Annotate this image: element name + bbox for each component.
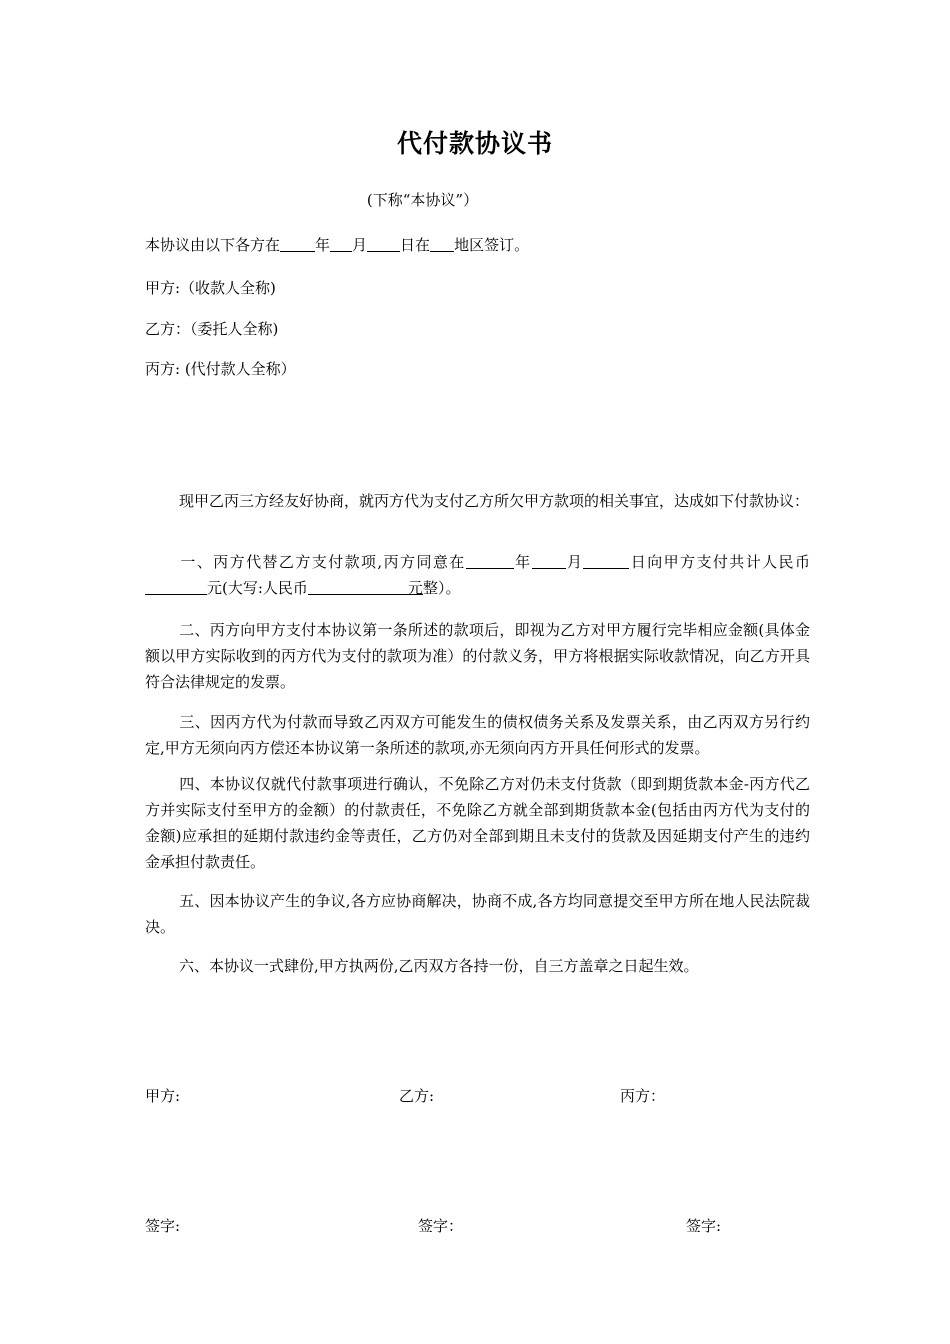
clause-4-text: 四、本协议仅就代付款事项进行确认，不免除乙方对仍未支付货款（即到期货款本金-丙方代乙方并实际支付至甲方的金额）的付款责任，不免除乙方就全部到期货款本金(包括由丙方代为支付的金额)应承担的延期付款违约金等责任，乙方仍对全部到期且未支付的货款及因延期支付产生的违约金承担付款责任。 — [145, 775, 810, 871]
clause-1-text-4: 日向甲方支付共计人民币 — [629, 553, 810, 571]
day-blank[interactable] — [367, 235, 400, 252]
intro-text-1: 本协议由以下各方在 — [145, 236, 281, 254]
region-blank[interactable] — [430, 235, 454, 252]
document-title: 代付款协议书 — [396, 129, 553, 158]
party-c-line: 丙方: (代付款人全称） — [145, 360, 296, 378]
intro-line — [145, 234, 529, 255]
clause-2-paragraph — [145, 617, 810, 695]
signature-a-sign-label: 签字: — [145, 1217, 181, 1235]
preamble-paragraph — [145, 488, 810, 514]
signature-party-a-label: 甲方: — [145, 1087, 181, 1105]
party-a-line: 甲方:（收款人全称) — [145, 279, 276, 297]
clause-1-text-6: 元 — [407, 579, 423, 597]
clause-1-amount-words-blank[interactable] — [308, 578, 408, 595]
clause-5-text: 五、因本协议产生的争议,各方应协商解决，协商不成,各方均同意提交至甲方所在地人民法院裁决。 — [145, 892, 810, 936]
clause-1-amount-blank[interactable] — [145, 578, 207, 595]
year-blank[interactable] — [280, 235, 315, 252]
signature-party-c-label: 丙方： — [620, 1087, 666, 1105]
intro-text-4: 日在 — [400, 236, 431, 254]
clause-3-paragraph — [145, 709, 810, 761]
preamble-text: 现甲乙丙三方经友好协商，就丙方代为支付乙方所欠甲方款项的相关事宜，达成如下付款协议： — [179, 492, 810, 510]
clause-6-paragraph — [145, 953, 810, 979]
signature-party-b-label: 乙方: — [399, 1087, 435, 1105]
signature-b-sign-label: 签字： — [418, 1217, 464, 1235]
clause-4-paragraph — [145, 771, 810, 875]
clause-2-text: 二、丙方向甲方支付本协议第一条所述的款项后，即视为乙方对甲方履行完毕相应金额(具体金额以甲方实际收到的丙方代为支付的款项为准）的付款义务，甲方将根据实际收款情况，向乙方开具符合法律规定的发票。 — [145, 621, 810, 691]
clause-1-text-2: 年 — [513, 553, 532, 571]
clause-1-text-5: 元(大写:人民币 — [207, 579, 308, 597]
clause-1-month-blank[interactable] — [532, 552, 566, 569]
clause-6-text: 六、本协议一式肆份,甲方执两份,乙丙双方各持一份，自三方盖章之日起生效。 — [179, 957, 699, 975]
clause-1-text-7: 整）。 — [422, 579, 461, 597]
clause-1-day-blank[interactable] — [583, 552, 629, 569]
clause-1-text-3: 月 — [565, 553, 584, 571]
clause-1-year-blank[interactable] — [466, 552, 514, 569]
intro-text-2: 年 — [315, 236, 331, 254]
clause-1-text-1: 一、丙方代替乙方支付款项,丙方同意在 — [179, 553, 466, 571]
clause-1-paragraph — [145, 549, 810, 601]
month-blank[interactable] — [330, 235, 352, 252]
party-b-line: 乙方：（委托人全称) — [145, 320, 279, 338]
clause-5-paragraph — [145, 888, 810, 940]
intro-text-3: 月 — [352, 236, 368, 254]
signature-c-sign-label: 签字: — [686, 1217, 722, 1235]
clause-3-text: 三、因丙方代为付款而导致乙丙双方可能发生的债权债务关系及发票关系，由乙丙双方另行约定,甲方无须向丙方偿还本协议第一条所述的款项,亦无须向丙方开具任何形式的发票。 — [145, 713, 810, 757]
document-subtitle: (下称“本协议”） — [366, 191, 479, 209]
intro-text-5: 地区签订。 — [454, 236, 530, 254]
